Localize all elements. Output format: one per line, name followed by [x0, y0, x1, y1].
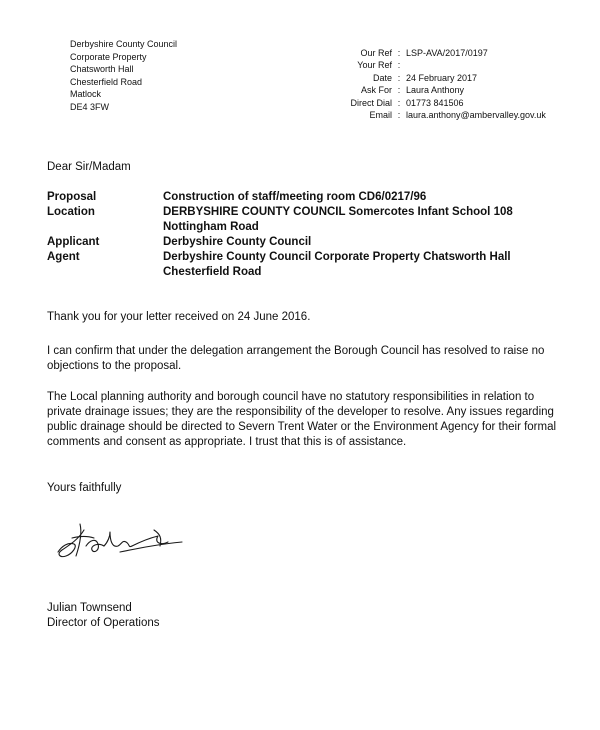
- detail-label: Agent: [47, 251, 80, 263]
- ref-label: Date: [372, 72, 392, 83]
- detail-row-agent: [47, 250, 567, 280]
- ref-row-your-ref: Your Ref :: [330, 59, 546, 71]
- reference-block: [330, 47, 546, 121]
- ref-value: 01773 841506: [406, 97, 464, 108]
- signer-title: Director of Operations: [47, 617, 160, 629]
- body-paragraph-1: Thank you for your letter received on 24 June 2016.: [47, 311, 311, 323]
- detail-row-applicant: [47, 235, 567, 250]
- sender-address: [70, 38, 177, 113]
- detail-value: Derbyshire County Council Corporate Property Chatsworth Hall Chesterfield Road: [163, 251, 511, 278]
- signer-name: Julian Townsend: [47, 602, 132, 614]
- detail-value: Derbyshire County Council: [163, 236, 312, 248]
- ref-row-date: Date : 24 February 2017: [330, 72, 546, 84]
- ref-label: Our Ref: [360, 48, 392, 58]
- detail-row-proposal: [47, 190, 567, 205]
- ref-label: Your Ref: [357, 60, 392, 71]
- detail-value: DERBYSHIRE COUNTY COUNCIL Somercotes Infant School 108 Nottingham Road: [163, 206, 513, 233]
- ref-value: laura.anthony@ambervalley.gov.uk: [406, 110, 546, 121]
- ref-row-ask-for: Ask For : Laura Anthony: [330, 84, 546, 96]
- detail-value: Construction of staff/meeting room CD6/0217/96: [163, 191, 427, 203]
- ref-label: Email: [369, 110, 392, 121]
- ref-row-our-ref: Our Ref : LSP-AVA/2017/0197: [330, 47, 546, 59]
- handwritten-signature: [50, 516, 190, 566]
- application-details: [47, 190, 567, 280]
- ref-row-direct-dial: Direct Dial : 01773 841506: [330, 97, 546, 109]
- address-line: Chesterfield Road: [70, 76, 143, 87]
- body-paragraph-2: I can confirm that under the delegation arrangement the Borough Council has resolved to raise no objections to the proposal.: [47, 345, 545, 372]
- closing-line: Yours faithfully: [47, 482, 122, 494]
- ref-label: Direct Dial: [350, 97, 392, 108]
- address-line: Matlock: [70, 89, 102, 99]
- ref-value: Laura Anthony: [406, 85, 465, 96]
- address-line: DE4 3FW: [70, 101, 110, 112]
- ref-value: LSP-AVA/2017/0197: [406, 48, 488, 58]
- detail-row-location: [47, 205, 567, 235]
- detail-label: Proposal: [47, 191, 97, 203]
- signer-block: [47, 601, 160, 631]
- address-line: Corporate Property: [70, 51, 147, 62]
- ref-row-email: Email : laura.anthony@ambervalley.gov.uk: [330, 109, 546, 121]
- detail-label: Location: [47, 206, 95, 218]
- salutation: Dear Sir/Madam: [47, 161, 131, 173]
- body-paragraph-3: The Local planning authority and borough council have no statutory responsibilities in relation to private drainage issues; they are the responsibility of the developer to resolve. Any issues regarding public drainage should be directed to Severn Trent Water or the Environment Agency for their formal comments and consent as appropriate. I trust that this is of assistance.: [47, 391, 557, 448]
- ref-value: 24 February 2017: [406, 72, 478, 83]
- address-line: Chatsworth Hall: [70, 64, 134, 74]
- detail-label: Applicant: [47, 236, 100, 248]
- address-line: Derbyshire County Council: [70, 39, 178, 49]
- ref-label: Ask For: [360, 85, 392, 96]
